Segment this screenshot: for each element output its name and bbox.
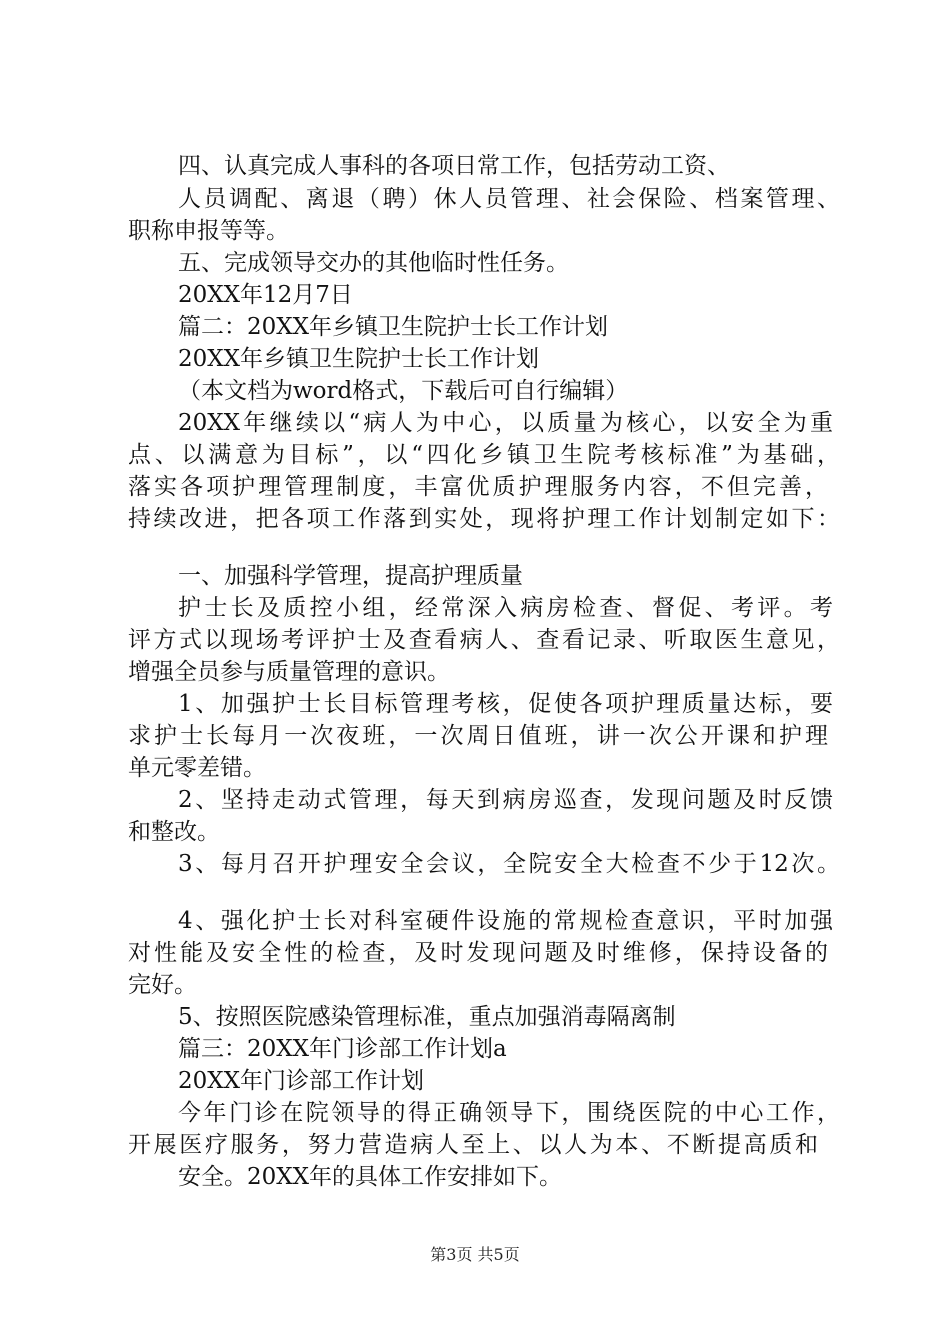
text-line: （本文档为word格式，下载后可自行编辑） — [178, 378, 629, 404]
text-line: 护士长及质控小组，经常深入病房检查、督促、考评。考 — [178, 595, 833, 621]
text-line: 20XX年12月7日 — [178, 282, 353, 308]
text-line: 对性能及安全性的检查，及时发现问题及时维修，保持设备的 — [128, 940, 828, 966]
text-line: 评方式以现场考评护士及查看病人、查看记录、听取医生意见， — [128, 627, 840, 653]
text-line: 1、加强护士长目标管理考核，促使各项护理质量达标，要 — [178, 691, 833, 717]
text-line: 职称申报等等。 — [128, 218, 289, 244]
text-line: 求护士长每月一次夜班，一次周日值班，讲一次公开课和护理 — [128, 723, 828, 749]
text-line: 2、坚持走动式管理，每天到病房巡查，发现问题及时反馈 — [178, 787, 833, 813]
text-line: 安全。20XX年的具体工作安排如下。 — [178, 1164, 563, 1190]
section-heading: 篇三：20XX年门诊部工作计划a — [178, 1036, 507, 1062]
section-heading: 篇二：20XX年乡镇卫生院护士长工作计划 — [178, 314, 609, 340]
text-line: 单元零差错。 — [128, 755, 266, 781]
text-line: 人员调配、离退（聘）休人员管理、社会保险、档案管理、 — [178, 186, 840, 212]
text-line: 点、以满意为目标”，以“四化乡镇卫生院考核标准”为基础， — [128, 442, 840, 468]
text-line: 增强全员参与质量管理的意识。 — [128, 659, 450, 685]
text-line: 落实各项护理管理制度，丰富优质护理服务内容，不但完善， — [128, 474, 828, 500]
text-line: 5、按照医院感染管理标准，重点加强消毒隔离制 — [178, 1004, 676, 1030]
text-line: 3、每月召开护理安全会议，全院安全大检查不少于12次。 — [178, 851, 840, 877]
text-line: 4、强化护士长对科室硬件设施的常规检查意识，平时加强 — [178, 908, 833, 934]
text-line: 今年门诊在院领导的得正确领导下，围绕医院的中心工作， — [178, 1100, 840, 1126]
text-line: 完好。 — [128, 972, 197, 998]
text-line: 20XX年门诊部工作计划 — [178, 1068, 425, 1094]
text-line: 20XX年继续以“病人为中心，以质量为核心，以安全为重 — [178, 410, 833, 436]
text-line: 四、认真完成人事科的各项日常工作，包括劳动工资、 — [178, 153, 730, 179]
text-line: 和整改。 — [128, 819, 220, 845]
text-line: 持续改进，把各项工作落到实处，现将护理工作计划制定如下： — [128, 506, 840, 532]
page-number-footer: 第3页 共5页 — [430, 1245, 520, 1264]
subsection-heading: 一、加强科学管理，提高护理质量 — [178, 563, 523, 589]
text-line: 开展医疗服务，努力营造病人至上、以人为本、不断提高质和 — [128, 1132, 818, 1158]
text-line: 五、完成领导交办的其他临时性任务。 — [178, 250, 569, 276]
text-line: 20XX年乡镇卫生院护士长工作计划 — [178, 346, 540, 372]
